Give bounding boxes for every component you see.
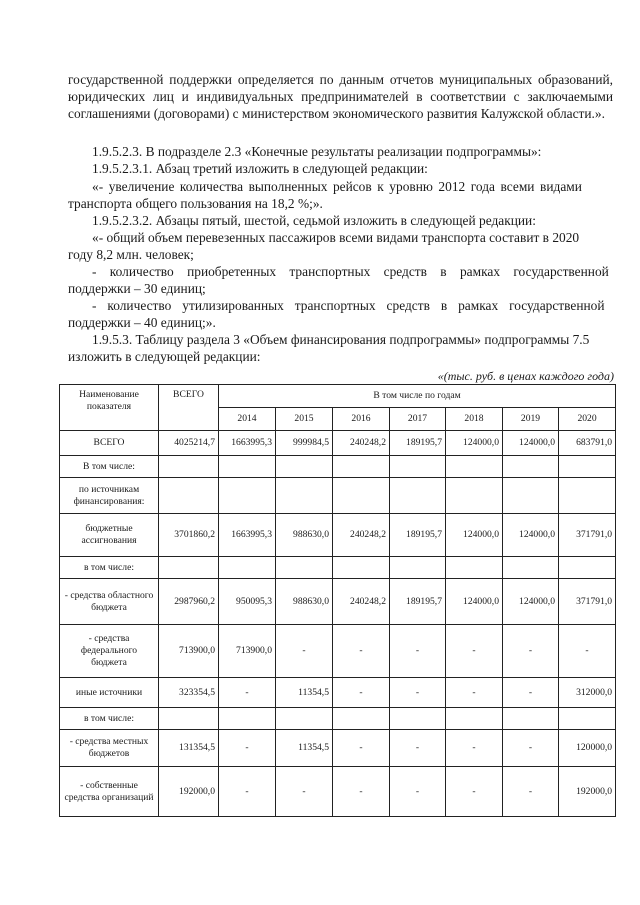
cell-2014 [219, 478, 276, 514]
row-label: - собственные средства организаций [60, 767, 159, 817]
cell-2019: 124000,0 [503, 579, 559, 625]
bullet-passengers-line-2: году 8,2 млн. человек; [68, 247, 194, 262]
cell-2017: 189195,7 [390, 579, 446, 625]
cell-2020 [559, 478, 616, 514]
cell-2016: 240248,2 [333, 579, 390, 625]
cell-2018 [446, 557, 503, 579]
quote-line-2: транспорта общего пользования на 18,2 %;». [68, 196, 323, 211]
cell-2016: - [333, 625, 390, 678]
header-total: ВСЕГО [159, 385, 219, 431]
table-row [60, 730, 616, 767]
cell-2014: 713900,0 [219, 625, 276, 678]
cell-2015: 999984,5 [276, 431, 333, 456]
table-row [60, 557, 616, 579]
item-1-9-5-2-3-2: 1.9.5.2.3.2. Абзацы пятый, шестой, седьмой изложить в следующей редакции: [92, 213, 536, 228]
item-1-9-5-2-3-1: 1.9.5.2.3.1. Абзац третий изложить в следующей редакции: [92, 161, 428, 176]
cell-2014: 1663995,3 [219, 514, 276, 557]
cell-2018: - [446, 625, 503, 678]
row-total: 3701860,2 [159, 514, 219, 557]
row-total [159, 557, 219, 579]
cell-2019: - [503, 730, 559, 767]
cell-2015 [276, 708, 333, 730]
bullet-recycled-line-2: поддержки – 40 единиц;». [68, 315, 216, 330]
row-total [159, 478, 219, 514]
row-label: - средства федерального бюджета [60, 625, 159, 678]
cell-2019 [503, 478, 559, 514]
year-2015: 2015 [276, 408, 333, 431]
cell-2017 [390, 478, 446, 514]
cell-2015: 988630,0 [276, 579, 333, 625]
cell-2014 [219, 456, 276, 478]
item-1-9-5-3: 1.9.5.3. Таблицу раздела 3 «Объем финансирования подпрограммы» подпрограммы 7.5 [92, 332, 590, 347]
row-total: 4025214,7 [159, 431, 219, 456]
bullet-passengers-line-1: «- общий объем перевезенных пассажиров всеми видами транспорта составит в 2020 [92, 230, 580, 245]
cell-2017 [390, 456, 446, 478]
row-label: в том числе: [60, 557, 159, 579]
year-2018: 2018 [446, 408, 503, 431]
table-row [60, 456, 616, 478]
cell-2019: - [503, 625, 559, 678]
cell-2016 [333, 708, 390, 730]
row-total [159, 708, 219, 730]
cell-2019: - [503, 678, 559, 708]
row-total: 713900,0 [159, 625, 219, 678]
cell-2019 [503, 557, 559, 579]
cell-2018: - [446, 730, 503, 767]
units-note: «(тыс. руб. в ценах каждого года) [437, 369, 614, 383]
year-2017: 2017 [390, 408, 446, 431]
bullet-recycled-line-1: - количество утилизированных транспортных средств в рамках государственной [92, 298, 605, 313]
cell-2017: 189195,7 [390, 431, 446, 456]
cell-2015 [276, 478, 333, 514]
row-total: 323354,5 [159, 678, 219, 708]
table-row [60, 514, 616, 557]
bullet-purchased-line-1: - количество приобретенных транспортных средств в рамках государственной [92, 264, 609, 279]
cell-2014: - [219, 678, 276, 708]
row-total: 2987960,2 [159, 579, 219, 625]
row-label: бюджетные ассигнования [60, 514, 159, 557]
cell-2017 [390, 708, 446, 730]
cell-2017: - [390, 730, 446, 767]
cell-2014: - [219, 730, 276, 767]
table-row [60, 431, 616, 456]
row-label: - средства областного бюджета [60, 579, 159, 625]
cell-2019: - [503, 767, 559, 817]
cell-2018 [446, 708, 503, 730]
cell-2019 [503, 708, 559, 730]
cell-2015: 988630,0 [276, 514, 333, 557]
cell-2016: 240248,2 [333, 431, 390, 456]
cell-2017: - [390, 678, 446, 708]
cell-2020 [559, 456, 616, 478]
cell-2019: 124000,0 [503, 514, 559, 557]
cell-2017 [390, 557, 446, 579]
cell-2016: - [333, 678, 390, 708]
row-total: 131354,5 [159, 730, 219, 767]
cell-2017: 189195,7 [390, 514, 446, 557]
cell-2015: 11354,5 [276, 678, 333, 708]
cell-2016: 240248,2 [333, 514, 390, 557]
cell-2015 [276, 557, 333, 579]
table-row [60, 579, 616, 625]
cell-2016: - [333, 730, 390, 767]
cell-2019: 124000,0 [503, 431, 559, 456]
year-2019: 2019 [503, 408, 559, 431]
cell-2015: 11354,5 [276, 730, 333, 767]
cell-2018: 124000,0 [446, 431, 503, 456]
cell-2018 [446, 478, 503, 514]
row-label: ВСЕГО [60, 431, 159, 456]
table-row [60, 708, 616, 730]
cell-2017: - [390, 625, 446, 678]
table-row [60, 625, 616, 678]
cell-2014: - [219, 767, 276, 817]
cell-2015: - [276, 625, 333, 678]
cell-2016: - [333, 767, 390, 817]
row-label: иные источники [60, 678, 159, 708]
cell-2016 [333, 557, 390, 579]
financing-table [59, 384, 616, 817]
cell-2020: 683791,0 [559, 431, 616, 456]
cell-2020: 120000,0 [559, 730, 616, 767]
cell-2018: 124000,0 [446, 514, 503, 557]
row-label: в том числе: [60, 708, 159, 730]
row-label: В том числе: [60, 456, 159, 478]
table-row [60, 478, 616, 514]
cell-2020: 312000,0 [559, 678, 616, 708]
cell-2018: - [446, 678, 503, 708]
cell-2020: 192000,0 [559, 767, 616, 817]
header-indicator: Наименование показателя [60, 385, 159, 431]
section-heading-2-3: 1.9.5.2.3. В подразделе 2.3 «Конечные результаты реализации подпрограммы»: [92, 144, 542, 159]
row-label: - средства местных бюджетов [60, 730, 159, 767]
cell-2020: - [559, 625, 616, 678]
table-row [60, 767, 616, 817]
cell-2014: 950095,3 [219, 579, 276, 625]
table-row [60, 678, 616, 708]
cell-2020: 371791,0 [559, 579, 616, 625]
quote-line-1: «- увеличение количества выполненных рейсов к уровню 2012 года всеми видами [92, 179, 582, 194]
row-label: по источникам финансирования: [60, 478, 159, 514]
cell-2017: - [390, 767, 446, 817]
cell-2020 [559, 708, 616, 730]
cell-2019 [503, 456, 559, 478]
cell-2018: - [446, 767, 503, 817]
cell-2015 [276, 456, 333, 478]
cell-2018 [446, 456, 503, 478]
item-1-9-5-3-continuation: изложить в следующей редакции: [68, 349, 261, 364]
cell-2016 [333, 456, 390, 478]
cell-2018: 124000,0 [446, 579, 503, 625]
row-total: 192000,0 [159, 767, 219, 817]
cell-2020 [559, 557, 616, 579]
bullet-purchased-line-2: поддержки – 30 единиц; [68, 281, 206, 296]
cell-2014 [219, 708, 276, 730]
year-2020: 2020 [559, 408, 616, 431]
year-2014: 2014 [219, 408, 276, 431]
intro-paragraph: государственной поддержки определяется по данным отчетов муниципальных образований, юридических лиц и индивидуальных предпринимателей в соответствии с заключаемыми соглашениями (договорами) с министерством экономического развития Калужской области.». [68, 72, 613, 121]
header-by-years: В том числе по годам [219, 385, 616, 408]
cell-2015: - [276, 767, 333, 817]
row-total [159, 456, 219, 478]
cell-2014 [219, 557, 276, 579]
cell-2020: 371791,0 [559, 514, 616, 557]
year-2016: 2016 [333, 408, 390, 431]
cell-2014: 1663995,3 [219, 431, 276, 456]
cell-2016 [333, 478, 390, 514]
